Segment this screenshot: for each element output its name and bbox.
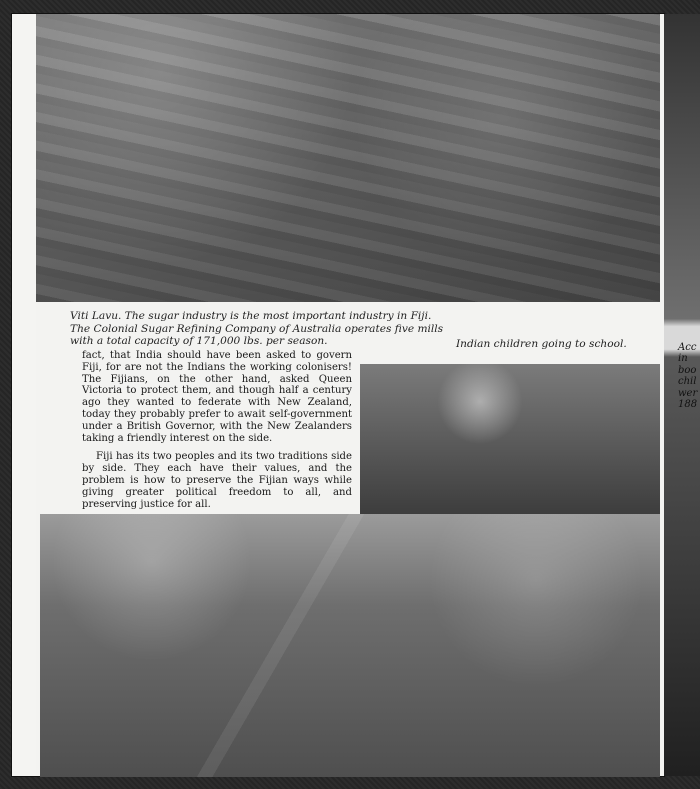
fragment-line: wer [678,387,698,399]
caption-line: The Colonial Sugar Refining Company of Australia operates five mills [70,322,444,335]
top-photo-caption [70,310,450,348]
adjacent-page-text [678,342,698,410]
fragment-line: boo [678,364,697,376]
children-walking-photo [40,514,660,777]
caption-line: with a total capacity of 171,000 lbs. per season. [70,335,328,347]
article-paragraph: Fiji has its two peoples and its two traditions side by side. They each have their values, and the problem is how to preserve the Fijian ways while giving greater political freedom to all, and preserving justice for all. [82,451,352,510]
page-left-margin [12,14,36,776]
fragment-line: Acc [678,342,697,353]
trees-photo [360,364,660,514]
fragment-line: in [678,353,688,365]
fragment-line: chil [678,376,697,388]
fragment-line: 188 [678,398,698,410]
article-body [82,350,352,517]
caption-line: Viti Lavu. The sugar industry is the most important industry in Fiji. [70,310,432,322]
sugar-fields-photo [36,14,660,302]
article-paragraph: fact, that India should have been asked to govern Fiji, for are not the Indians the working colonisers! The Fijians, on the other hand, asked Queen Victoria to protect them, and though half a century ago they wanted to federate with New Zealand, today they probably prefer to await self-government under a British Governor, with the New Zealanders taking a friendly interest on the side. [82,350,352,444]
school-photo-caption: Indian children going to school. [456,338,627,350]
